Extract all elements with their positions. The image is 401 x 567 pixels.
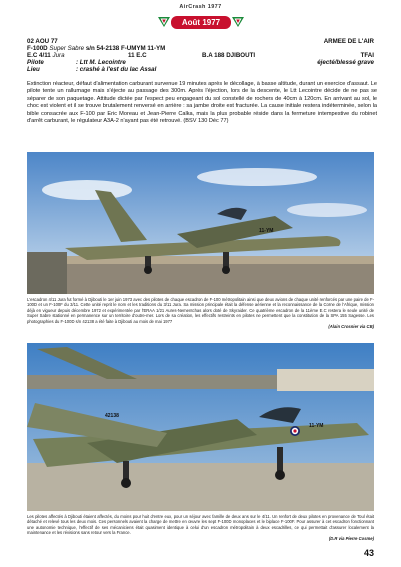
photo-1-caption (27, 297, 374, 329)
photo-1 (27, 152, 374, 294)
unit-line (27, 52, 65, 59)
triangle-roundel-icon (232, 16, 244, 28)
base: B.A 188 DJIBOUTI (202, 52, 256, 59)
outcome: éjecté/blessé grave (317, 59, 374, 66)
photo-2-tail-code: 11-YM (309, 423, 324, 429)
photo-1-credit: (Alain Crosnier via CB) (328, 324, 374, 330)
photo-1-image (27, 152, 374, 294)
photo-1-caption-text: L'escadron 4/11 Jura fut formé à Djibouti le 1er juin 1973 avec des pilotes de chaque escadron de F-100 métropolitain ainsi que deux avions de chaque unité renforcés par une paire de F-100D et un F-100F du 3/11. Cette unité reprit le nom et les traditions du 3/11 Jura. Sa mission principale était la défense aérienne et la reconnaissance de la Corne de l'Afrique, mission déjà en vigueur depuis décembre 1972 et expérimentée par l'ERAA 1/21 Aures-Nementchas alors doté de Skyraider. Ce quatrième escadron de la 11ème E.C restera le seule unité de Super Sabre stationné en permanence sur un territoire d'outre-mer. Lors de sa création, les effectifs restreints en pilotes ne permettent que la constitution de la SPA 155 Sagesse. Les photographies du F-100D s/n 42138 a été faite à Djibouti au mois de mai 1977 (27, 297, 374, 324)
photo-2-caption-text: Les pilotes affectés à Djibouti étaient affectés, du moins pour huit d'entre eux, pour un séjour avec famille de deux ans sur le 4/11. Un renfort de deux pilotes en provenance de Toul était détaché et relevé tous les deux mois. Ces personnels avaient la charge de mettre en œuvre les sept F-100D monoplaces et le biplace F-100F. Pour assurer à cet escadron fonctionnant une autonomie technique, l'effectif de ses mécaniciens était quasiment identique à celui d'un escadron métropolitain à deux escadrilles, ce qui permettait d'assurer localement la maintenance et les révisions sans retour vers la France. (27, 514, 374, 536)
photo-2-serial-marking: 42138 (105, 413, 119, 419)
aircraft-line (27, 45, 165, 52)
pilot-name: : Ltt M. Lecointre (76, 59, 126, 66)
narrative: Extinction réacteur, défaut d'alimentation carburant survenue 19 minutes après le décollage, à basse altitude, durant un exercice d'assaut. Le pilote tente un rallumage mais s'éjecte au passage des 300m. Après l'éjection, lors de la descente, le Ltt Lecointre décide de ne pas se séparer de son paquetage. Attitude dictée par l'espect peu engageant du sol constellé de rochers de 40cm à 120cm. En arrivant au sol, le choc est violent et il se trouve brutalement renversé en arrière : sa jambe droite est fracturée. La cause initiale restera indéterminée, selon la bible consacrée aux F-100 par Eric Moreau et Jean-Pierre Calka, mais la plus probable réside dans la fermeture intempestive du robinet d'arrêt carburant, le régulateur A3A-2 n'ayant pas été retrouvé. (BSV 130 Déc 77) (27, 81, 377, 125)
unit-name: Jura (52, 52, 65, 59)
aircraft-name: Super Sabre (49, 45, 85, 52)
aircraft-type: F-100D (27, 45, 48, 52)
brand-title: AirCrash 1977 (179, 4, 222, 10)
aircraft-codes: F-UMYM 11-YM (120, 45, 166, 52)
photo-2-caption (27, 514, 374, 541)
unit-code: E.C 4/11 (27, 52, 51, 59)
wing: 11 E.C (128, 52, 147, 59)
photo-1-tail-code: 11-YM (259, 228, 274, 234)
record-army: ARMEE DE L'AIR (323, 38, 374, 45)
photo-2 (27, 343, 374, 511)
pilot-label: Pilote (27, 59, 44, 66)
place-label: Lieu (27, 66, 40, 73)
photo-2-image (27, 343, 374, 511)
page-number: 43 (363, 548, 374, 558)
place: : crashé à l'est du lac Assal (76, 66, 157, 73)
type-code: TFAI (360, 52, 374, 59)
banner-text: Août 1977 (181, 18, 221, 27)
photo-2-credit: (D.R via Pierre Cosme) (328, 535, 374, 541)
record-date: 02 AOU 77 (27, 38, 58, 45)
aircraft-serial: s/n 54-2138 (85, 45, 120, 52)
triangle-roundel-icon (158, 16, 170, 28)
month-banner (158, 16, 244, 29)
